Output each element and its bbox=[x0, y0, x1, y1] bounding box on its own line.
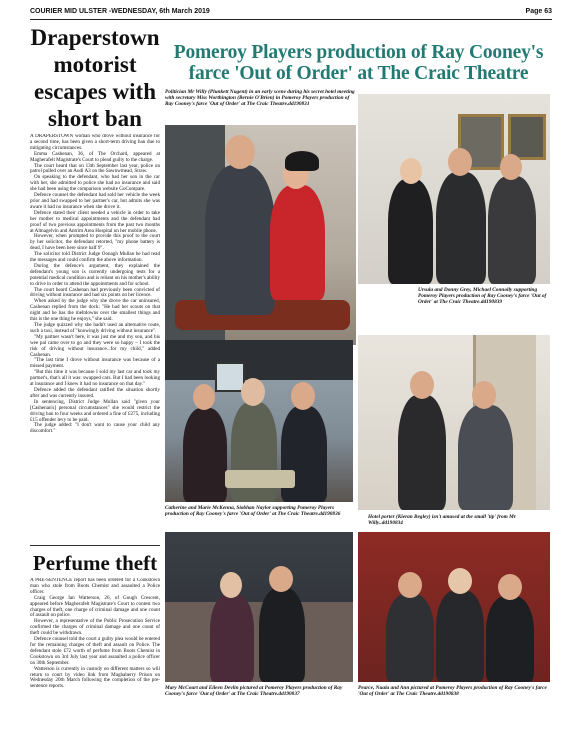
page-number: Page 63 bbox=[525, 7, 552, 15]
story-paragraph: When asked by the judge why she drove the car uninsured, Cashenan replied from the dock: "He had her scouts on that night and he has the meltdowns over the smallest things and this is the one thing he enjoys," she said. bbox=[30, 298, 160, 323]
story-paragraph: The court heard that on 13th September last year, police on patrol pulled over an Audi A3 on the Sawnwmead, Straw. bbox=[30, 162, 160, 175]
story-paragraph: In sentencing, District Judge Mullan said "given your [Cashenan's] personal circumstances" she would restrict the driving ban to four weeks and ordered a fine of £275, including £15 offender levy to be paid. bbox=[30, 398, 160, 423]
story-headline: Draperstown motorist escapes with short ban bbox=[30, 25, 160, 131]
story-paragraph: Defence added the defendant ratified the situation shortly after and was currently insured. bbox=[30, 386, 160, 399]
second-headline: Perfume theft bbox=[32, 551, 158, 575]
story-paragraph: Emma Cashenan, 36, of The Orchard, appeared at Magherafelt Magistrate's Court to plead guilty to the charge. bbox=[30, 150, 160, 163]
story-paragraph: Defence stated their client needed a vehicle in order to take her mother to medical appointments and the defendant had proof of two previous appointments from the past two months at Altnagelvin and Antrim Area Hospital on her mobile phone. bbox=[30, 209, 160, 234]
second-story bbox=[30, 551, 160, 718]
story-paragraph: Defence counsel the defendant had sold her vehicle the week prior and had swapped to her partner's car, but admits she was aware it had no insurance when she drove it. bbox=[30, 192, 160, 210]
bottom-left-caption: Mary McCourt and Eileen Devlin pictured at Pomeroy Players production of Ray Cooney's farce 'Out of Order' at The Craic Theatre.dd190837 bbox=[165, 685, 343, 698]
bottom-left-photo bbox=[165, 532, 353, 682]
story-paragraph: Defence counsel told the court a guilty plea would be entered for the remaining charges of theft and assault on Police. The defendant stole £72 worth of perfume from Boots Chemist in Cookstown on 3rd July last year and assaulted a police officer on 30th September. bbox=[30, 636, 160, 666]
page-header bbox=[30, 4, 552, 18]
group-photo-caption: Catherine and Marie McKenna, Siobhan Naylor supporting Pomeroy Players production of Ray Cooney's farce 'Out of Order' at The Craic Theatre.dd190836 bbox=[165, 505, 341, 518]
story-paragraph: Watterson is currently in custody on different matters so will return to court by video link from Maghaberry Prison on Wednesday 20th March following the completion of the pre-sentence reports. bbox=[30, 665, 160, 690]
story-paragraph: "The last time I drove without insurance was because of a missed payment. bbox=[30, 357, 160, 370]
story-paragraph: The solicitor told District Judge Oonagh Mullan he had read the messages and could confirm the above information. bbox=[30, 251, 160, 264]
story-body bbox=[30, 134, 160, 524]
story-paragraph: The judge added: "I don't want to cause your child any discomfort." bbox=[30, 422, 160, 435]
left-column bbox=[30, 24, 160, 524]
group-photo bbox=[165, 340, 353, 502]
story-divider bbox=[30, 545, 160, 546]
story-paragraph: However, a representative of the Public Prosecution Service confirmed the charges of criminal damage and one count of theft could be withdrawn. bbox=[30, 618, 160, 637]
story-paragraph: A DRAPERSTOWN woman who drove without insurance for a second time, has been given a short-term driving ban due to mitigating circumstances. bbox=[30, 134, 160, 151]
porter-photo-caption: Hotel porter (Kieran Begley) isn't amused at the small 'tip' from Mr Willy..dd190834 bbox=[368, 514, 516, 527]
story-paragraph: The judge quizzed why she hadn't used an alternative route, such a taxi, instead of "knowingly driving without insurance". bbox=[30, 322, 160, 334]
bottom-right-photo bbox=[358, 532, 550, 682]
story-paragraph: A PRE-SENTENCE report has been ordered for a Cookstown man who stole from Boots Chemist and assaulted a Police officer. bbox=[30, 578, 160, 595]
publication-date: COURIER MID ULSTER -WEDNESDAY, 6th March 2019 bbox=[30, 7, 210, 15]
story-paragraph: However, when prompted to provide this proof to the court by her solicitor, the defendant retorted, "my phone battery is dead, I have been here since half 9". bbox=[30, 233, 160, 252]
feature-title: Pomeroy Players production of Ray Cooney's farce 'Out of Order' at The Craic Theatre bbox=[173, 42, 544, 84]
stage-photo-main bbox=[165, 125, 356, 345]
story-paragraph: "But this time it was because I sold my last car and took my partner's, that's all it was: swapped cars. But I had been looking at insurance and I knew it had no insurance on that day." bbox=[30, 369, 160, 388]
story-paragraph: The court heard Cashenan had previously been convicted of driving without insurance and had six points on her licence. bbox=[30, 286, 160, 299]
second-story-body bbox=[30, 578, 160, 718]
story-paragraph: During the defence's argument, they explained the defendant's young son is currently undergoing tests for a potential medical condition and is reliant on his mother's ability to drive in order to attend the appointments and for school. bbox=[30, 262, 160, 287]
audience-photo bbox=[358, 94, 550, 284]
porter-photo bbox=[358, 335, 550, 510]
story-paragraph: On speaking to the defendant, who had her son in the car with her, she admitted to police she had no insurance and said she had been using the comparison website GoCompare. bbox=[30, 174, 160, 193]
story-paragraph: Craig George Ian Watterson, 26, of Gough Crescent, appeared before Magherafelt Magistrate's Court to contest two charges of theft, one charge of criminal damage and one count of assault on police. bbox=[30, 594, 160, 619]
bottom-right-caption: Pearce, Nuala and Ann pictured at Pomeroy Players production of Ray Cooney's farce 'Out of Order' at The Craic Theatre.dd190838 bbox=[358, 685, 547, 698]
story-paragraph: "My partner wasn't here, it was just me and my son, and his wee pal came over to go and they were so happy – I took the risk of driving without insurance...for my child," added Cashenan. bbox=[30, 333, 160, 358]
header-divider bbox=[30, 19, 552, 20]
main-photo-caption: Politician Mr Willy (Plunkett Nugent) in an early scene during his secret hotel meeting with secretary Miss Worthington (Bernie O'Brien) in Pomeroy Players production of Ray Cooney's farce 'Out of Order' at The Craic Theatre.dd190831 bbox=[165, 89, 355, 108]
audience-photo-caption: Ursula and Donny Grey, Michael Connolly supporting Pomeroy Players production of Ray Cooney's farce 'Out of Order' at The Craic Theatre.dd190839 bbox=[418, 287, 547, 306]
